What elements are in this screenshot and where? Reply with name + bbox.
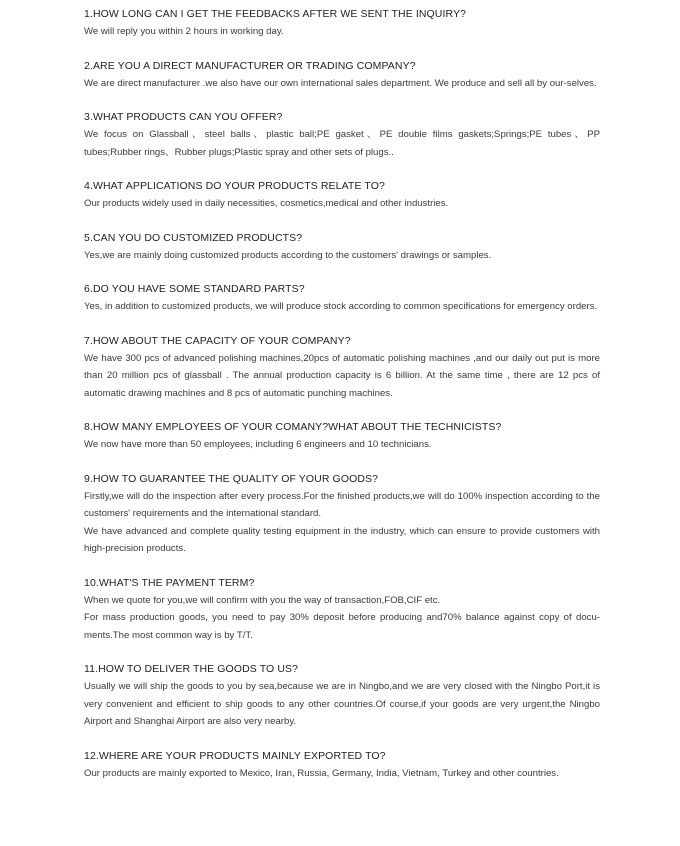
faq-answer: For mass production goods, you need to pay 30% deposit before producing and70% balance against copy of docu-ments.The most common way is by T/T.: [84, 612, 600, 641]
faq-item-7: [84, 333, 600, 403]
faq-question: 4.WHAT APPLICATIONS DO YOUR PRODUCTS RELATE TO?: [84, 180, 385, 192]
faq-question: 10.WHAT'S THE PAYMENT TERM?: [84, 576, 255, 589]
faq-question: 5.CAN YOU DO CUSTOMIZED PRODUCTS?: [84, 231, 303, 244]
faq-list: [84, 6, 600, 799]
faq-answer: When we quote for you,we will confirm with you the way of transaction,FOB,CIF etc.: [84, 594, 441, 606]
faq-question: 3.WHAT PRODUCTS CAN YOU OFFER?: [84, 111, 283, 123]
faq-item-2: [84, 58, 600, 93]
faq-item-10: [84, 575, 600, 645]
faq-answer: Our products are mainly exported to Mexico, Iran, Russia, Germany, India, Vietnam, Turkey and other countries.: [84, 767, 559, 779]
faq-answer: Usually we will ship the goods to you by sea,because we are in Ningbo,and we are very closed with the Ningbo Port,it is very convenient and efficient to ship goods to any other countries.Of course,if your goods are very urgent,the Ningbo Airport and Shanghai Airport are also very nearby.: [84, 681, 600, 727]
faq-item-11: [84, 661, 600, 731]
faq-item-8: [84, 419, 600, 454]
faq-answer: We have advanced and complete quality testing equipment in the industry, which can ensure to provide customers with high-precision products.: [84, 525, 600, 554]
faq-question: 9.HOW TO GUARANTEE THE QUALITY OF YOUR GOODS?: [84, 472, 379, 485]
faq-question: 7.HOW ABOUT THE CAPACITY OF YOUR COMPANY?: [84, 334, 351, 347]
faq-question: 1.HOW LONG CAN I GET THE FEEDBACKS AFTER WE SENT THE INQUIRY?: [84, 8, 467, 20]
faq-answer: Yes,we are mainly doing customized products according to the customers' drawings or samples.: [84, 249, 492, 261]
faq-item-9: [84, 471, 600, 558]
faq-question: 12.WHERE ARE YOUR PRODUCTS MAINLY EXPORTED TO?: [84, 749, 386, 762]
faq-answer: We have 300 pcs of advanced polishing machines,20pcs of automatic polishing machines ,and our daily out put is more than 20 million pcs of glassball . The annual production capacity is 6 billion. At the same time , there are 12 pcs of automatic drawing machines and 8 pcs of automatic punching machines.: [84, 352, 600, 399]
faq-answer: Firstly,we will do the inspection after every process.For the finished products,we will do 100% inspection according to the customers' requirements and the international standard.: [84, 490, 600, 519]
faq-item-4: [84, 178, 600, 213]
faq-item-5: [84, 230, 600, 265]
faq-answer: We focus on Glassball、steel balls、plastic ball;PE gasket、PE double films gaskets;Springs;PE tubes、PP tubes;Rubber rings、Rubber plugs;Plastic spray and other sets of plugs..: [84, 129, 600, 158]
faq-question: 8.HOW MANY EMPLOYEES OF YOUR COMANY?WHAT ABOUT THE TECHNICISTS?: [84, 421, 502, 433]
faq-question: 11.HOW TO DELIVER THE GOODS TO US?: [84, 663, 299, 675]
faq-answer: Our products widely used in daily necessities, cosmetics,medical and other industries.: [84, 198, 449, 209]
faq-answer: Yes, in addition to customized products, we will produce stock according to common specifications for emergency orders.: [84, 301, 598, 312]
faq-item-12: [84, 748, 600, 783]
faq-item-3: [84, 109, 600, 161]
faq-item-6: [84, 281, 600, 316]
faq-item-1: [84, 6, 600, 41]
faq-answer: We are direct manufacturer .we also have our own international sales department. We produce and sell all by our-selves.: [84, 77, 597, 89]
faq-question: 6.DO YOU HAVE SOME STANDARD PARTS?: [84, 283, 305, 295]
faq-question: 2.ARE YOU A DIRECT MANUFACTURER OR TRADING COMPANY?: [84, 59, 416, 72]
faq-answer: We will reply you within 2 hours in working day.: [84, 26, 284, 37]
faq-answer: We now have more than 50 employees, including 6 engineers and 10 technicians.: [84, 439, 432, 450]
